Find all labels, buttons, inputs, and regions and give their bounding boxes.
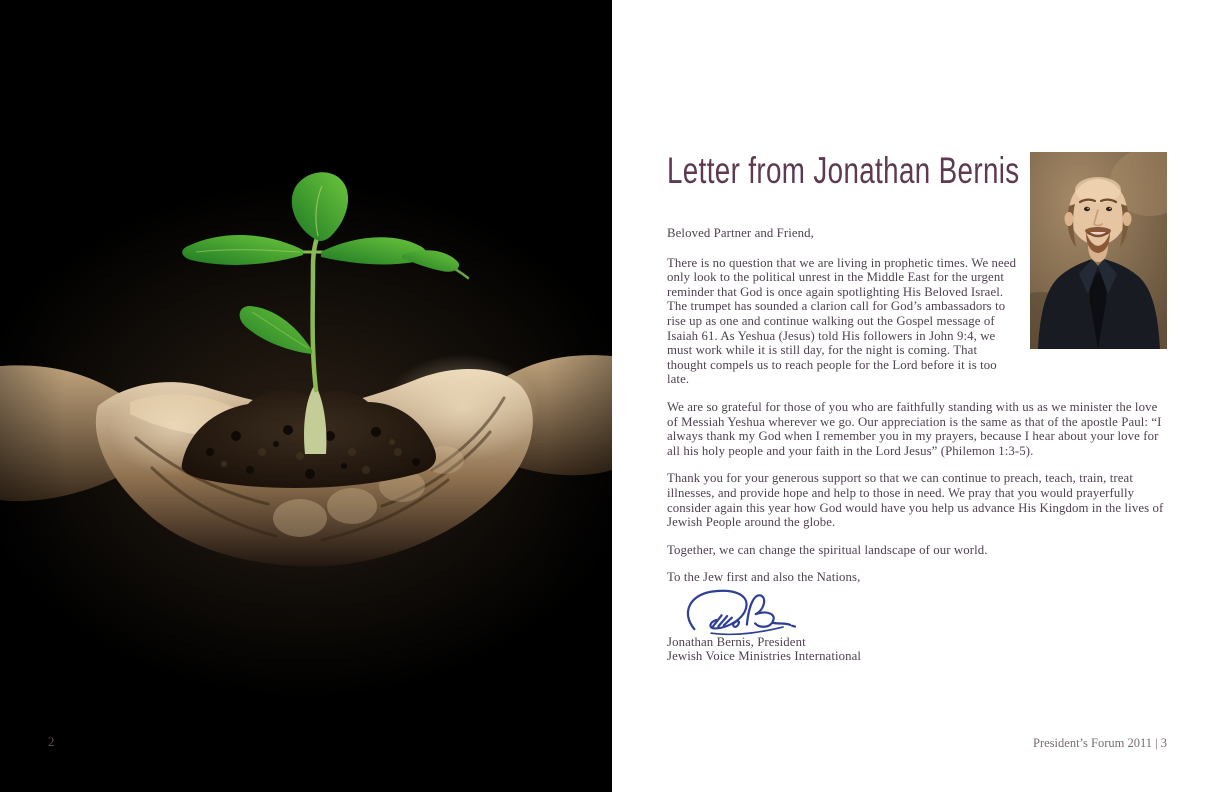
letter-paragraph-1: There is no question that we are living in prophetic times. We need only look to the political unrest in the Middle East for the urgent reminder that God is once again spotlighting His Beloved Israel. The trumpet has sounded a clarion call for God’s ambassadors to rise up as one and continue walking out the Gospel message of Isaiah 61. As Yeshua (Jesus) told His followers in John 9:4, we must work while it is still day, for the night is coming. That thought compels us to reach people for the Lord before it is too late. bbox=[667, 255, 1017, 387]
signer-organization: Jewish Voice Ministries International bbox=[667, 649, 862, 664]
page-number-left: 2 bbox=[48, 734, 55, 749]
letter-paragraph-3: Thank you for your generous support so that we can continue to preach, teach, train, treat illnesses, and provide hope and help to those in need. We pray that you would prayerfully consider again this year how God would have you help us advance His Kingdom in the lives of Jewish People around the globe. bbox=[667, 471, 1164, 530]
signer-name-title: Jonathan Bernis, President bbox=[667, 634, 806, 649]
footer-page-label: President’s Forum 2011 | 3 bbox=[1033, 736, 1167, 750]
letter-paragraph-4: Together, we can change the spiritual landscape of our world. bbox=[667, 542, 988, 557]
signature-jonathan-bernis bbox=[676, 585, 802, 637]
letter-body bbox=[667, 226, 1167, 664]
right-page bbox=[612, 0, 1224, 792]
letter-paragraph-2: We are so grateful for those of you who are faithfully standing with us as we minister the love of Messiah Yeshua wherever we go. Our appreciation is the same as that of the apostle Paul: “I always thank my God when I remember you in my prayers, because I hear about your love for all his holy people and your faith in the Lord Jesus” (Philemon 1:3-5). bbox=[667, 399, 1162, 458]
salutation: Beloved Partner and Friend, bbox=[667, 226, 814, 240]
letter-title: Letter from Jonathan Bernis bbox=[667, 150, 1020, 191]
closing-line: To the Jew first and also the Nations, bbox=[667, 570, 861, 585]
